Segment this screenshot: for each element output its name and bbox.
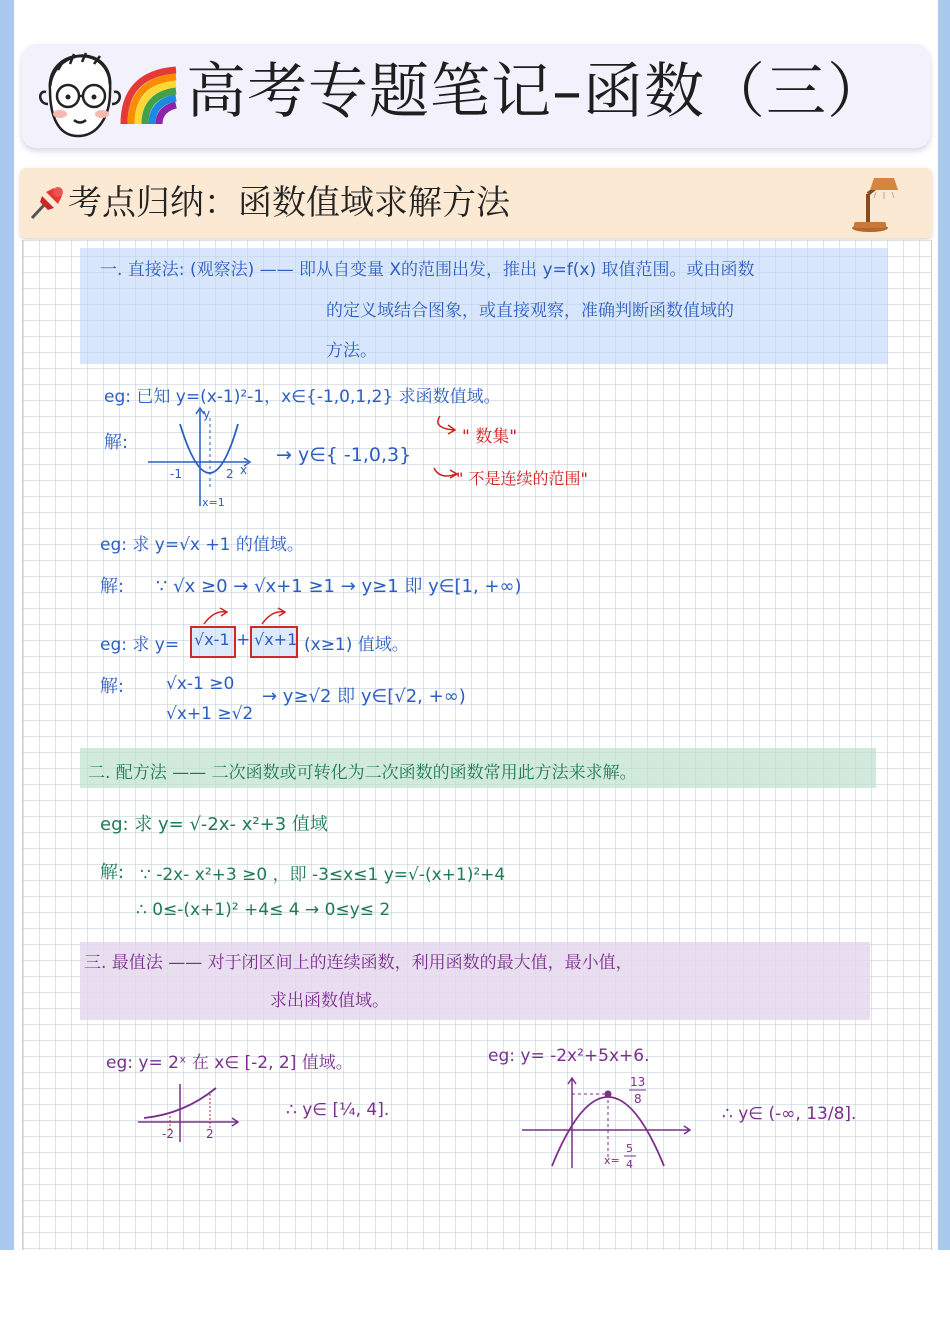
left-edge-bar	[0, 0, 14, 1250]
eg1-prompt: eg: 已知 y=(x-1)²-1，x∈{-1,0,1,2} 求函数值域。	[104, 387, 501, 407]
eg3-box1-text: √x-1	[194, 630, 230, 649]
page-title: 高考专题笔记–函数（三）	[186, 57, 888, 127]
eg3-step1: √x-1 ≥0	[166, 674, 235, 694]
eg2-step: ∵ √x ≥0 → √x+1 ≥1 → y≥1 即 y∈[1, +∞)	[156, 576, 522, 597]
parabola-axis-pre: x=	[604, 1154, 620, 1167]
bottom-blank-area	[0, 1250, 950, 1341]
exp-graph-neg2: -2	[162, 1127, 174, 1141]
exp-graph-two: 2	[206, 1127, 214, 1141]
section2-step1: ∵ -2x- x²+3 ≥0 ，即 -3≤x≤1 y=√-(x+1)²+4	[140, 865, 506, 885]
cartoon-face-icon	[30, 50, 126, 142]
red-note-not-continuous: " 不是连续的范围"	[456, 469, 588, 488]
eg2-solve-label: 解:	[100, 576, 125, 597]
section3-heading-line2: 求出函数值域。	[270, 991, 389, 1011]
desk-lamp-icon	[846, 172, 902, 234]
section3-eg2-prompt: eg: y= -2x²+5x+6.	[488, 1046, 650, 1066]
pushpin-icon	[28, 182, 68, 222]
section2-eg-prompt: eg: 求 y= √-2x- x²+3 值域	[100, 814, 328, 835]
graph1-x-label: x	[240, 463, 248, 477]
section3-heading-line1: 三. 最值法 —— 对于闭区间上的连续函数，利用函数的最大值，最小值，	[84, 953, 633, 973]
section3-eg1-answer: ∴ y∈ [¼, 4].	[286, 1100, 390, 1120]
section2-step2: ∴ 0≤-(x+1)² +4≤ 4 → 0≤y≤ 2	[136, 900, 391, 920]
parabola-axis-den: 4	[626, 1158, 633, 1171]
parabola-sketch-1	[140, 404, 260, 514]
graph1-neg1-label: -1	[170, 467, 182, 481]
eg3-prompt-pre: eg: 求 y=	[100, 635, 180, 655]
section1-heading-line1: 一. 直接法: (观察法) —— 即从自变量 X的范围出发，推出 y=f(x) 取值范围。或由函数	[100, 260, 755, 280]
eg1-solve-label: 解:	[104, 432, 129, 453]
section-title: 考点归纳：函数值域求解方法	[68, 183, 510, 223]
section2-solve-label: 解:	[100, 862, 125, 883]
section3-eg1-prompt: eg: y= 2ˣ 在 x∈ [-2, 2] 值域。	[106, 1053, 353, 1073]
eg3-plus: +	[236, 630, 251, 650]
eg3-result: → y≥√2 即 y∈[√2, +∞)	[262, 686, 466, 707]
eg2-prompt: eg: 求 y=√x +1 的值域。	[100, 535, 304, 555]
downward-parabola-sketch	[518, 1072, 698, 1172]
section2-heading: 二. 配方法 —— 二次函数或可转化为二次函数的函数常用此方法来求解。	[88, 763, 637, 783]
graph1-axis-label: x=1	[202, 496, 225, 509]
section3-eg2-answer: ∴ y∈ (-∞, 13/8].	[722, 1104, 857, 1124]
right-edge-bar	[938, 0, 950, 1250]
eg1-answer: → y∈{ -1,0,3}	[276, 444, 412, 466]
graph1-two-label: 2	[226, 467, 234, 481]
exponential-sketch	[134, 1080, 244, 1146]
rainbow-icon	[118, 64, 184, 128]
eg3-solve-label: 解:	[100, 676, 125, 697]
eg3-box2-text: √x+1	[254, 630, 298, 649]
graph1-y-label: y	[203, 407, 211, 421]
red-note-number-set: " 数集"	[462, 427, 518, 447]
parabola-peak-num: 13	[630, 1075, 646, 1089]
section1-heading-line3: 方法。	[326, 341, 377, 361]
section1-heading-line2: 的定义域结合图象，或直接观察，准确判断函数值域的	[326, 301, 734, 321]
parabola-axis-num: 5	[626, 1142, 633, 1155]
eg3-prompt-post: (x≥1) 值域。	[304, 635, 409, 655]
eg3-step2: √x+1 ≥√2	[166, 704, 254, 724]
red-up-arrows	[200, 606, 290, 628]
parabola-peak-den: 8	[634, 1092, 642, 1106]
